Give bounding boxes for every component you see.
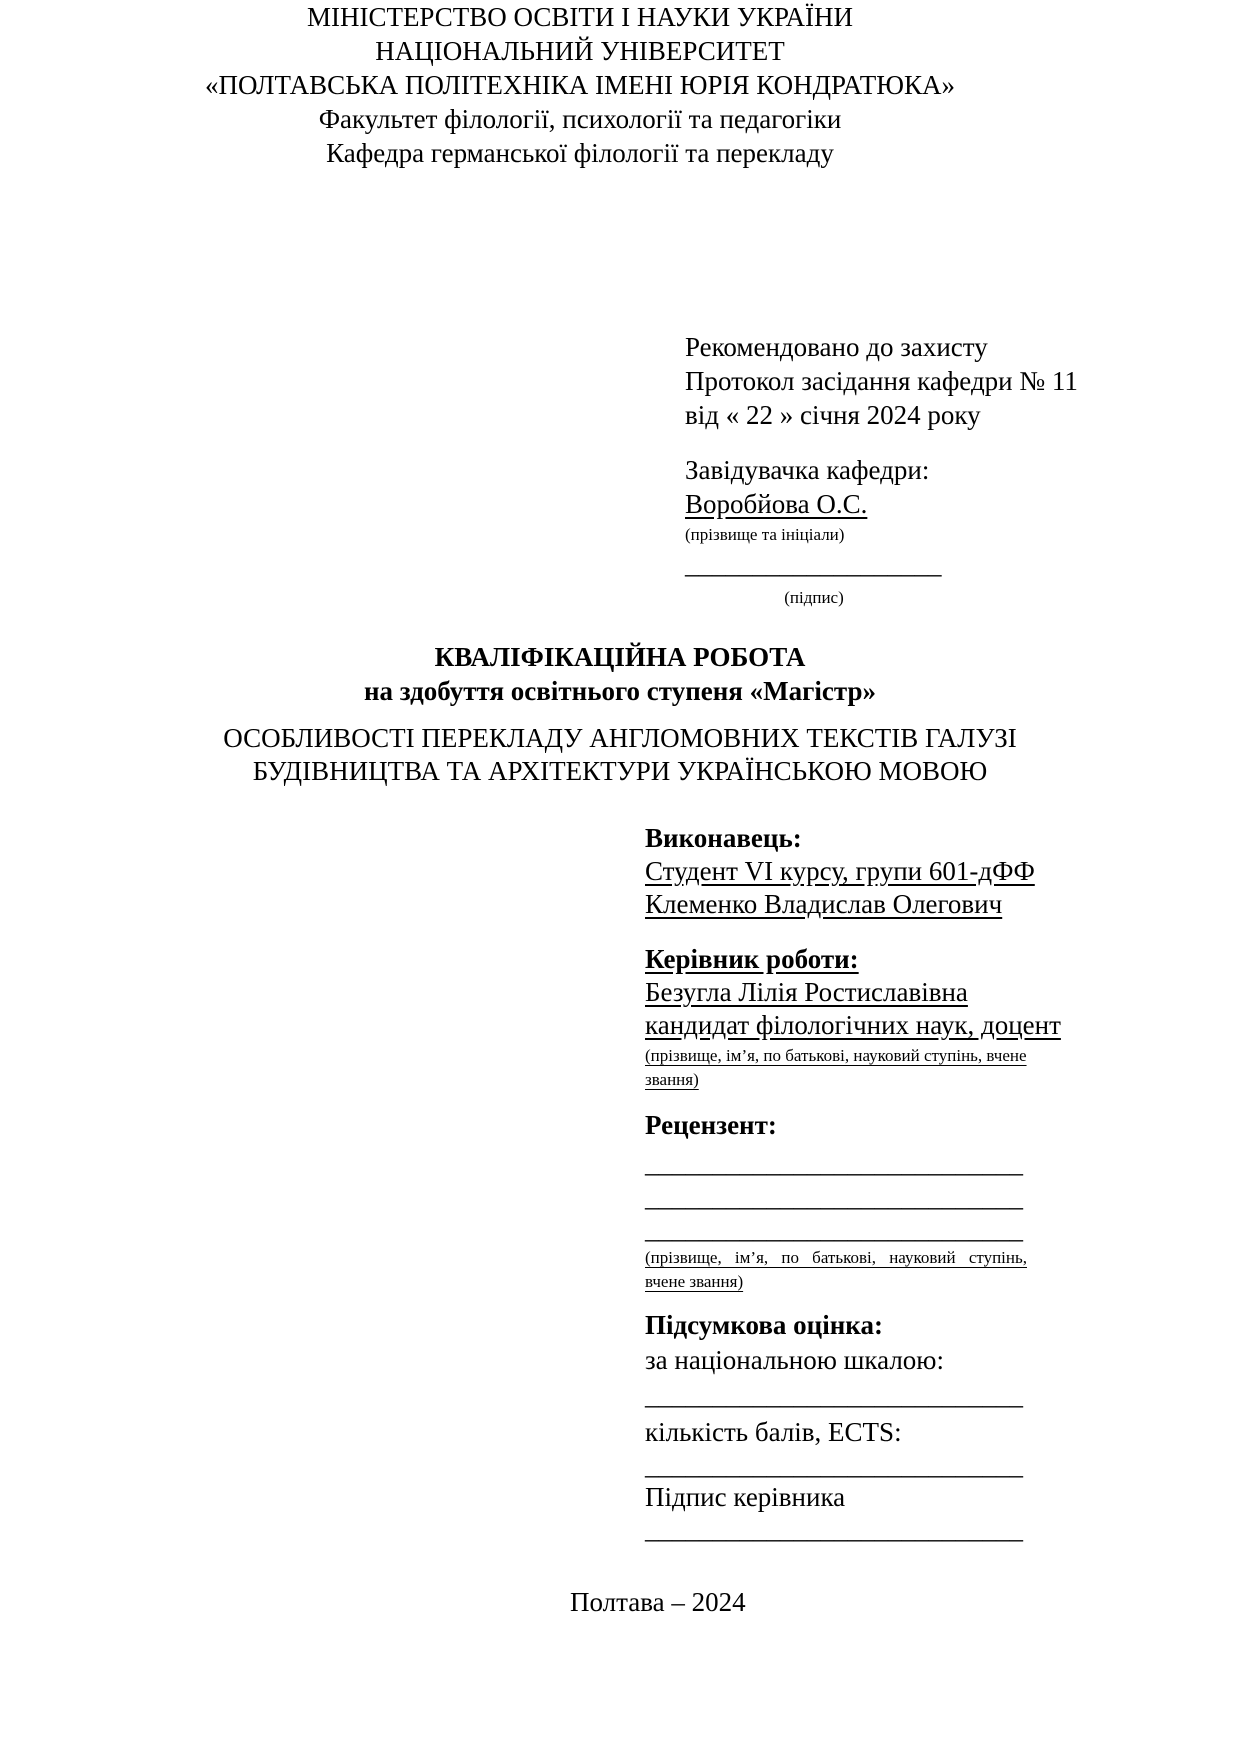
protocol-date-line: від « 22 » січня 2024 року (685, 400, 981, 430)
supervisor-signature-label: Підпис керівника (645, 1482, 846, 1512)
recommended-line: Рекомендовано до захисту (685, 332, 988, 362)
executor-student-line: Студент VI курсу, групи 601-дФФ (645, 856, 1035, 886)
work-type-title (0, 640, 1240, 708)
reviewer-note-line1: (прізвище, ім’я, по батькові, науковий ступінь, (645, 1248, 1027, 1267)
supervisor-note-line2: звання) (645, 1070, 699, 1089)
supervisor-degree-line: кандидат філологічних наук, доцент (645, 1010, 1061, 1040)
supervisor-note-line1: (прізвище, ім’я, по батькові, науковий ступінь, вчене (645, 1046, 1027, 1065)
executor-block (645, 822, 1035, 921)
executor-label: Виконавець: (645, 823, 802, 853)
final-grade-label: Підсумкова оцінка: (645, 1310, 883, 1340)
department-head-note: (прізвище та ініціали) (685, 525, 845, 544)
city-year: Полтава – 2024 (570, 1587, 746, 1617)
ministry-line: МІНІСТЕРСТВО ОСВІТИ І НАУКИ УКРАЇНИ (306, 2, 854, 32)
national-scale-blank-line: ____________________________ (645, 1380, 1023, 1410)
university-name-line2: «ПОЛТАВСЬКА ПОЛІТЕХНІКА ІМЕНІ ЮРІЯ КОНДРАТЮКА» (204, 70, 955, 100)
work-type-line2: на здобуття освітнього ступеня «Магістр» (363, 676, 876, 706)
executor-name-line: Клеменко Владислав Олегович (645, 889, 1003, 919)
approval-block (685, 330, 1078, 432)
national-scale-label: за національною шкалою: (645, 1345, 944, 1375)
university-name-line1: НАЦІОНАЛЬНИЙ УНІВЕРСИТЕТ (375, 36, 785, 66)
reviewer-blank-line-2: ____________________________ (645, 1182, 1023, 1212)
department-head-name: Воробйова О.С. (685, 489, 868, 519)
protocol-line: Протокол засідання кафедри № 11 (685, 366, 1078, 396)
head-signature-note: (підпис) (784, 588, 844, 607)
thesis-title (23, 722, 1217, 788)
reviewer-blank-line-1: ____________________________ (645, 1148, 1023, 1178)
ects-label: кількість балів, ECTS: (645, 1417, 902, 1447)
university-header (0, 0, 1160, 170)
head-signature-blank-line: ___________________ (685, 549, 942, 579)
reviewer-note-line2: вчене звання) (645, 1272, 744, 1291)
thesis-title-line2: БУДІВНИЦТВА ТА АРХІТЕКТУРИ УКРАЇНСЬКОЮ МОВОЮ (252, 756, 988, 786)
thesis-title-line1: ОСОБЛИВОСТІ ПЕРЕКЛАДУ АНГЛОМОВНИХ ТЕКСТІВ ГАЛУЗІ (223, 723, 1017, 753)
faculty-line: Факультет філології, психології та педагогіки (318, 104, 842, 134)
work-type-line1: КВАЛІФІКАЦІЙНА РОБОТА (434, 642, 806, 672)
reviewer-label: Рецензент: (645, 1110, 777, 1140)
supervisor-label: Керівник роботи: (645, 944, 859, 974)
supervisor-signature-blank-line: ____________________________ (645, 1514, 1023, 1544)
ects-blank-line: ____________________________ (645, 1450, 1023, 1480)
department-line: Кафедра германської філології та перекладу (326, 138, 834, 168)
supervisor-name-line: Безугла Лілія Ростиславівна (645, 977, 968, 1007)
department-head-label: Завідувачка кафедри: (685, 455, 930, 485)
reviewer-blank-line-3: ____________________________ (645, 1214, 1023, 1244)
